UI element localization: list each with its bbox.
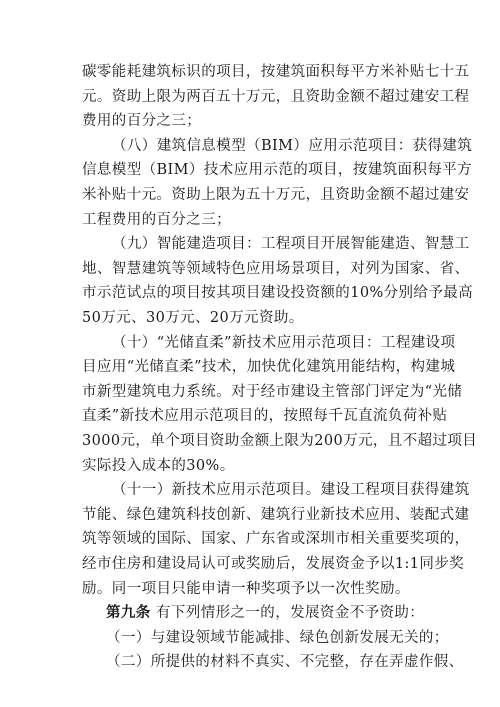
- text-line: 经市住房和建设局认可或奖励后，发展资金予以1:1同步奖: [82, 556, 465, 572]
- article-9-item-2: （二）所提供的材料不真实、不完整，存在弄虚作假、: [106, 654, 464, 671]
- text-line: 碳零能耗建筑标识的项目，按建筑面积每平方米补贴七十五: [82, 64, 470, 80]
- text-line: 励。同一项目只能申请一种奖项予以一次性奖励。: [82, 580, 410, 597]
- article-9-text: 有下列情形之一的，发展资金不予资助：: [156, 605, 425, 622]
- text-line: 市示范试点的项目按其项目建设投资额的10%分别给予最高: [82, 285, 474, 302]
- text-line: 市新型建筑电力系统。对于经市建设主管部门评定为“光储: [82, 383, 463, 400]
- section-heading-10: （十）“光储直柔”新技术应用示范项目：工程建设项: [112, 334, 456, 351]
- section-heading-8: （八）建筑信息模型（BIM）应用示范项目：获得建筑: [112, 137, 473, 154]
- text-line: 筑等领域的国际、国家、广东省或深圳市相关重要奖项的，: [82, 531, 470, 548]
- article-9-label: 第九条: [106, 605, 151, 622]
- text-line: 实际投入成本的30%。: [82, 457, 235, 474]
- text-line: 信息模型（BIM）技术应用示范的项目，按建筑面积每平方: [82, 162, 473, 179]
- section-heading-9: （九）智能建造项目：工程项目开展智能建造、智慧工: [112, 236, 470, 253]
- text-line: 地、智慧建筑等领域特色应用场景项目，对列为国家、省、: [82, 260, 470, 277]
- text-line: 费用的百分之三；: [82, 113, 202, 130]
- text-line: 米补贴十元。资助上限为五十万元，且资助金额不超过建安: [82, 187, 470, 203]
- text-line: 工程费用的百分之三；: [82, 211, 231, 228]
- text-line: 目应用“光储直柔”技术，加快优化建筑用能结构，构建城: [82, 359, 456, 376]
- text-line: 50万元、30万元、20万元资助。: [82, 310, 304, 326]
- text-line: 元。资助上限为两百五十万元，且资助金额不超过建安工程: [82, 88, 470, 105]
- text-line: 节能、绿色建筑科技创新、建筑行业新技术应用、装配式建: [82, 506, 470, 523]
- text-line: 3000元，单个项目资助金额上限为200万元，且不超过项目: [82, 433, 478, 449]
- section-heading-11: （十一）新技术应用示范项目。建设工程项目获得建筑: [112, 482, 470, 499]
- text-line: 直柔”新技术应用示范项目的，按照每千瓦直流负荷补贴: [82, 408, 448, 425]
- article-9-item-1: （一）与建设领域节能减排、绿色创新发展无关的；: [106, 629, 449, 646]
